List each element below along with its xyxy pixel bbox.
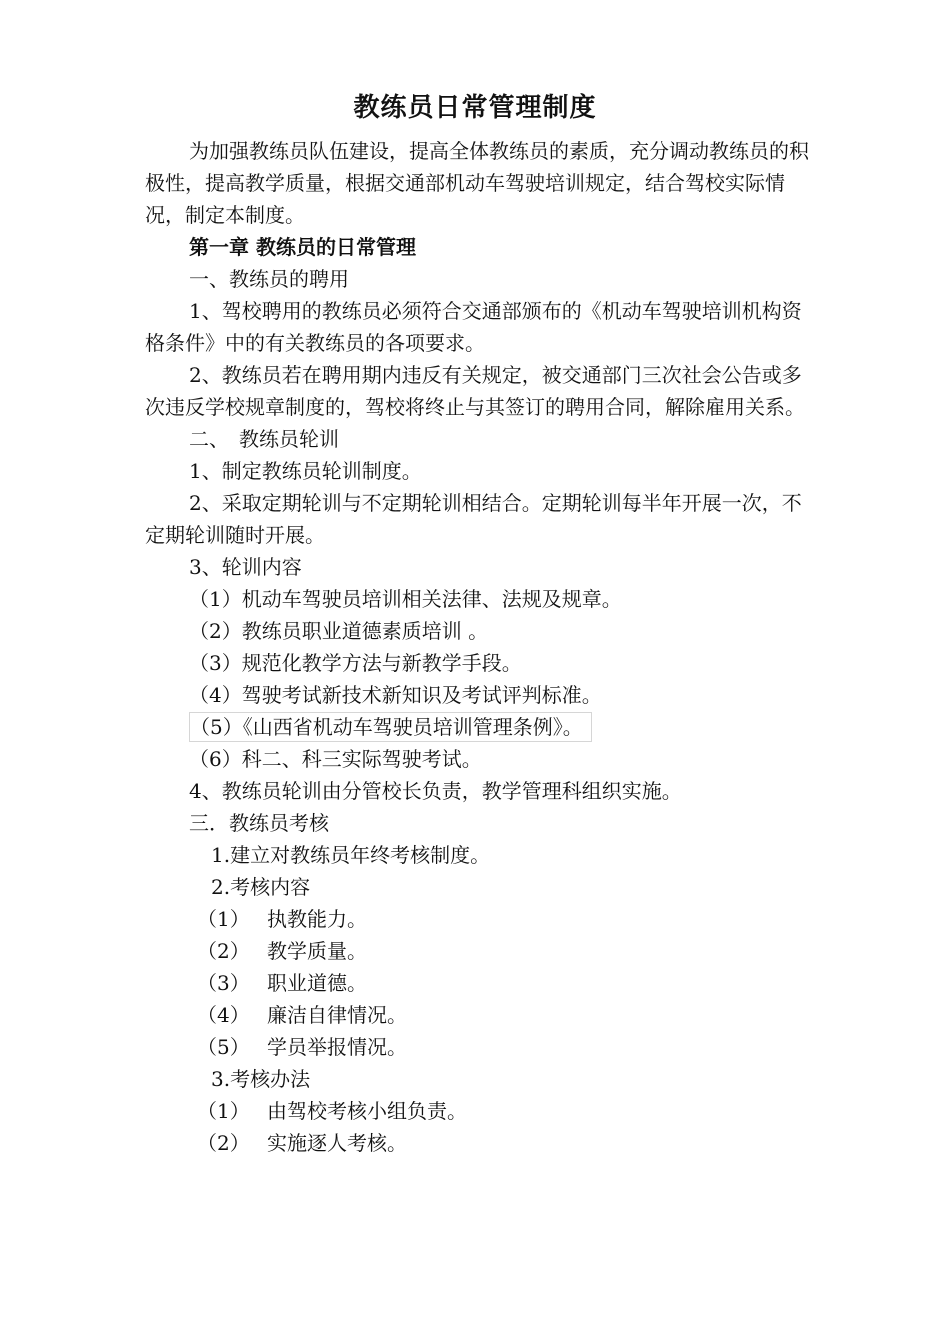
assessment-method-1	[145, 1095, 815, 1127]
training-item-4: 4、教练员轮训由分管校长负责，教学管理科组织实施。	[189, 779, 682, 803]
training-content-4: （4）驾驶考试新技术新知识及考试评判标准。	[189, 683, 602, 707]
list-number: （1）	[197, 1099, 250, 1123]
list-text: 教学质量。	[267, 939, 367, 963]
list-text: 职业道德。	[267, 971, 367, 995]
hiring-item-1: 1、驾校聘用的教练员必须符合交通部颁布的《机动车驾驶培训机构资格条件》中的有关教练员的各项要求。	[145, 299, 802, 355]
assessment-content-1	[145, 903, 815, 935]
assessment-method-2	[145, 1127, 815, 1159]
list-text: 实施逐人考核。	[267, 1131, 407, 1155]
list-number: （2）	[197, 939, 250, 963]
list-number: （4）	[197, 1003, 250, 1027]
training-item-2: 2、采取定期轮训与不定期轮训相结合。定期轮训每半年开展一次，不定期轮训随时开展。	[145, 491, 802, 547]
assessment-content-2	[145, 935, 815, 967]
training-content-5-row	[145, 711, 815, 743]
list-text: 由驾校考核小组负责。	[267, 1099, 467, 1123]
list-text: 学员举报情况。	[267, 1035, 407, 1059]
training-content-6: （6）科二、科三实际驾驶考试。	[189, 747, 482, 771]
assessment-content-3	[145, 967, 815, 999]
hiring-item-2: 2、教练员若在聘用期内违反有关规定，被交通部门三次社会公告或多次违反学校规章制度的，驾校将终止与其签订的聘用合同，解除雇用关系。	[145, 363, 805, 419]
list-number: （3）	[197, 971, 250, 995]
training-item-3: 3、轮训内容	[189, 555, 302, 579]
training-content-3: （3）规范化教学方法与新教学手段。	[189, 651, 522, 675]
training-content-2: （2）教练员职业道德素质培训 。	[189, 619, 489, 643]
assessment-item-3: 3.考核办法	[211, 1067, 311, 1091]
page-title: 教练员日常管理制度	[353, 93, 597, 123]
assessment-content-5	[145, 1031, 815, 1063]
list-number: （5）	[197, 1035, 250, 1059]
section-heading-training: 二、 教练员轮训	[189, 427, 339, 451]
list-text: 执教能力。	[267, 907, 367, 931]
intro-paragraph: 为加强教练员队伍建设，提高全体教练员的素质，充分调动教练员的积极性，提高教学质量，根据交通部机动车驾驶培训规定，结合驾校实际情况，制定本制度。	[145, 139, 809, 227]
assessment-content-4	[145, 999, 815, 1031]
chapter-heading: 第一章 教练员的日常管理	[189, 235, 416, 259]
section-heading-hiring: 一、教练员的聘用	[189, 267, 349, 291]
document-body	[145, 135, 815, 1159]
training-item-1: 1、制定教练员轮训制度。	[189, 459, 422, 483]
list-text: 廉洁自律情况。	[267, 1003, 407, 1027]
training-content-1: （1）机动车驾驶员培训相关法律、法规及规章。	[189, 587, 622, 611]
assessment-item-2: 2.考核内容	[211, 875, 311, 899]
section-heading-assessment: 三．教练员考核	[189, 811, 329, 835]
training-content-5: （5）《山西省机动车驾驶员培训管理条例》。	[189, 712, 592, 742]
list-number: （2）	[197, 1131, 250, 1155]
assessment-item-1: 1.建立对教练员年终考核制度。	[211, 843, 491, 867]
list-number: （1）	[197, 907, 250, 931]
